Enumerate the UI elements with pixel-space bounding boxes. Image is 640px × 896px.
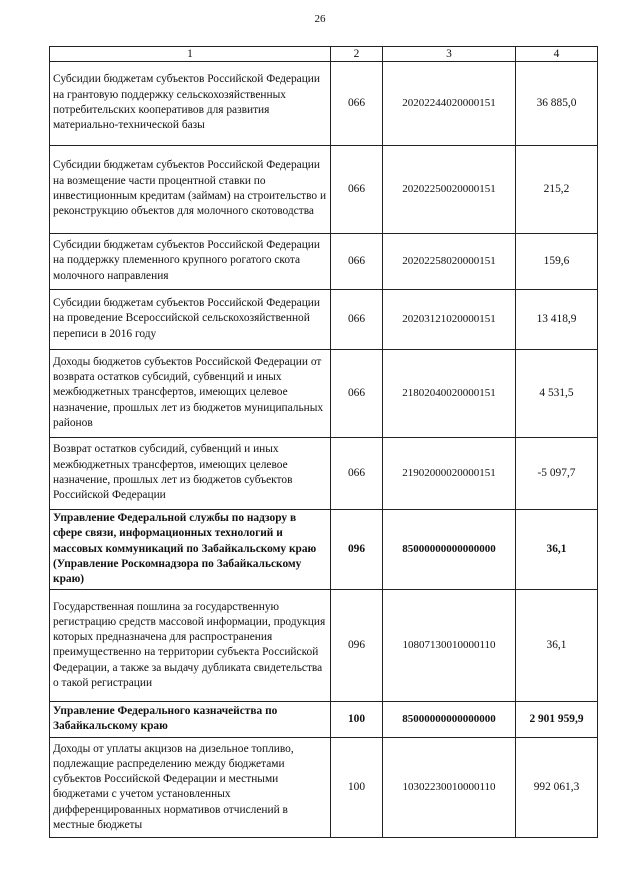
table-row xyxy=(50,146,598,234)
table-row-agency xyxy=(50,510,598,590)
row-kbk: 20202250020000151 xyxy=(383,146,516,234)
row-admin-code: 066 xyxy=(331,146,383,234)
row-kbk: 20203121020000151 xyxy=(383,290,516,350)
row-admin-code: 066 xyxy=(331,438,383,510)
row-description: Субсидии бюджетам субъектов Российской Федерации на грантовую поддержку сельскохозяйственных потребительских кооперативов для развития материально-технической базы xyxy=(50,62,331,146)
row-description: Субсидии бюджетам субъектов Российской Федерации на поддержку племенного крупного рогатого скота молочного направления xyxy=(50,234,331,290)
table-row xyxy=(50,738,598,838)
row-admin-code: 066 xyxy=(331,290,383,350)
row-admin-code: 066 xyxy=(331,234,383,290)
row-kbk: 85000000000000000 xyxy=(383,510,516,590)
row-admin-code: 096 xyxy=(331,510,383,590)
row-description: Государственная пошлина за государственную регистрацию средств массовой информации, продукция которых предназначена для распространения преимущественно на территории субъекта Российской Федерации, а также за выдачу дубликата свидетельства о такой регистрации xyxy=(50,590,331,702)
table-row xyxy=(50,350,598,438)
table-row xyxy=(50,438,598,510)
row-amount: 36,1 xyxy=(516,590,598,702)
row-admin-code: 066 xyxy=(331,62,383,146)
row-kbk: 21802040020000151 xyxy=(383,350,516,438)
row-admin-code: 100 xyxy=(331,738,383,838)
row-amount: 2 901 959,9 xyxy=(516,702,598,738)
row-amount: 13 418,9 xyxy=(516,290,598,350)
row-description: Управление Федеральной службы по надзору в сфере связи, информационных технологий и массовых коммуникаций по Забайкальскому краю (Управление Роскомнадзора по Забайкальскому краю) xyxy=(50,510,331,590)
row-kbk: 85000000000000000 xyxy=(383,702,516,738)
row-description: Доходы от уплаты акцизов на дизельное топливо, подлежащие распределению между бюджетами субъектов Российской Федерации и местными бюджетами с учетом установленных дифференцированных нормативов отчислений в местные бюджеты xyxy=(50,738,331,838)
row-description: Управление Федерального казначейства по Забайкальскому краю xyxy=(50,702,331,738)
budget-revenue-table xyxy=(49,46,598,838)
row-description: Субсидии бюджетам субъектов Российской Федерации на проведение Всероссийской сельскохозяйственной переписи в 2016 году xyxy=(50,290,331,350)
row-kbk: 10302230010000110 xyxy=(383,738,516,838)
row-kbk: 10807130010000110 xyxy=(383,590,516,702)
row-amount: 159,6 xyxy=(516,234,598,290)
row-amount: 36 885,0 xyxy=(516,62,598,146)
column-header-amount: 4 xyxy=(516,47,598,62)
row-kbk: 21902000020000151 xyxy=(383,438,516,510)
row-amount: 215,2 xyxy=(516,146,598,234)
row-amount: 36,1 xyxy=(516,510,598,590)
row-admin-code: 066 xyxy=(331,350,383,438)
page-number: 26 xyxy=(314,13,326,25)
row-amount: 4 531,5 xyxy=(516,350,598,438)
row-description: Доходы бюджетов субъектов Российской Федерации от возврата остатков субсидий, субвенций и иных межбюджетных трансфертов, имеющих целевое назначение, прошлых лет из бюджетов муниципальных районов xyxy=(50,350,331,438)
table-row xyxy=(50,290,598,350)
row-description: Возврат остатков субсидий, субвенций и иных межбюджетных трансфертов, имеющих целевое назначение, прошлых лет из бюджетов субъектов Российской Федерации xyxy=(50,438,331,510)
column-header-kbk: 3 xyxy=(383,47,516,62)
table-row xyxy=(50,62,598,146)
row-amount: 992 061,3 xyxy=(516,738,598,838)
column-header-description: 1 xyxy=(50,47,331,62)
row-description: Субсидии бюджетам субъектов Российской Федерации на возмещение части процентной ставки по инвестиционным кредитам (займам) на строительство и реконструкцию объектов для молочного скотоводства xyxy=(50,146,331,234)
column-header-admin-code: 2 xyxy=(331,47,383,62)
table-row xyxy=(50,590,598,702)
row-kbk: 20202258020000151 xyxy=(383,234,516,290)
row-amount: -5 097,7 xyxy=(516,438,598,510)
row-kbk: 20202244020000151 xyxy=(383,62,516,146)
row-admin-code: 096 xyxy=(331,590,383,702)
table-row xyxy=(50,234,598,290)
table-header-row xyxy=(50,47,598,62)
row-admin-code: 100 xyxy=(331,702,383,738)
table-row-agency xyxy=(50,702,598,738)
